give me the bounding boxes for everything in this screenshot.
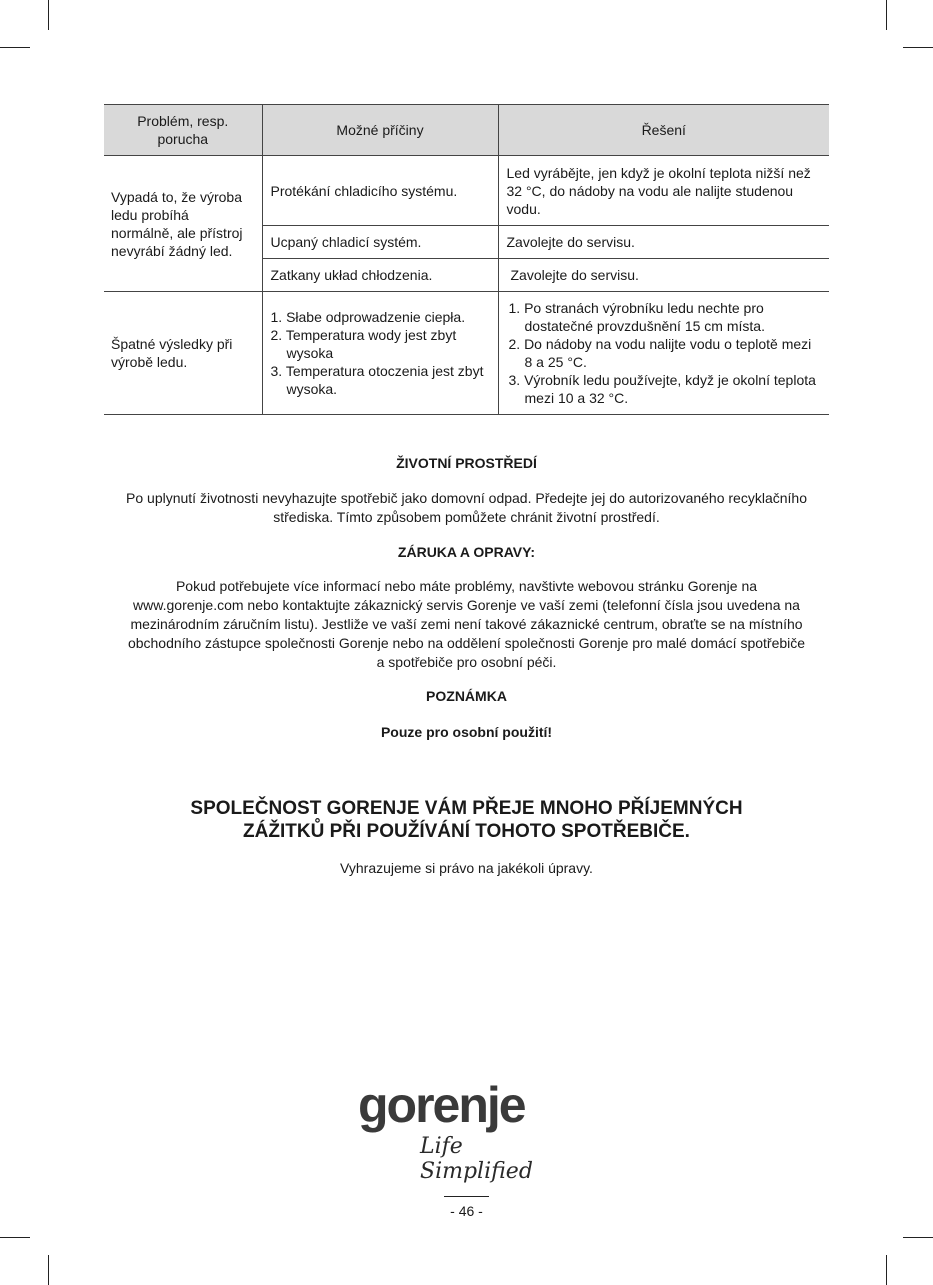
table-row [104, 156, 829, 226]
table-header-row [104, 105, 829, 156]
troubleshooting-table [104, 104, 829, 415]
cause-cell: Ucpaný chladicí systém. [262, 226, 498, 259]
gorenje-logo [358, 1077, 578, 1184]
list-item: 2. Temperatura wody jest zbyt wysoka [270, 327, 457, 361]
logo-tagline: Life Simplified [420, 1134, 533, 1184]
crop-mark-bottom-right-h [903, 1237, 933, 1238]
list-item: 1. Słabe odprowadzenie ciepła. [270, 309, 466, 325]
closing-line-1: SPOLEČNOST GORENJE VÁM PŘEJE MNOHO PŘÍJEMNÝCH [190, 798, 743, 819]
cause-cell [262, 292, 498, 415]
crop-mark-bottom-left [48, 1255, 49, 1285]
note-title: POZNÁMKA [426, 688, 507, 704]
note-text: Pouze pro osobní použití! [380, 724, 553, 740]
page-number-rule [444, 1196, 489, 1197]
environment-text: Po uplynutí životnosti nevyhazujte spotřebič jako domovní odpad. Předejte jej do autorizovaného recyklačního střediska. Tímto způsobem pomůžete chránit životní prostředí. [126, 490, 807, 525]
crop-mark-bottom-left-h [0, 1237, 30, 1238]
list-item: 1. Po stranách výrobníku ledu nechte pro dostatečné provzdušnění 15 cm místa. [508, 300, 765, 334]
crop-mark-top-left-h [0, 47, 30, 48]
table-row [104, 292, 829, 415]
list-item: 2. Do nádoby na vodu nalijte vodu o teplotě mezi 8 a 25 °C. [508, 336, 812, 370]
problem-cell: Špatné výsledky při výrobě ledu. [104, 292, 262, 415]
closing-line-2: ZÁŽITKŮ PŘI POUŽÍVÁNÍ TOHOTO SPOTŘEBIČE. [243, 821, 690, 842]
disclaimer: Vyhrazujeme si právo na jakékoli úpravy. [340, 860, 593, 876]
solution-cell [498, 292, 829, 415]
solution-cell: Zavolejte do servisu. [498, 259, 829, 292]
warranty-title: ZÁRUKA A OPRAVY: [397, 544, 536, 560]
header-problem: Problém, resp. porucha [104, 105, 262, 156]
crop-mark-top-left [48, 0, 49, 30]
logo-wordmark: gorenje [358, 1077, 525, 1133]
environment-title: ŽIVOTNÍ PROSTŘEDÍ [396, 455, 537, 471]
header-causes: Možné příčiny [262, 105, 498, 156]
solution-cell: Zavolejte do servisu. [498, 226, 829, 259]
cause-cell: Zatkany układ chłodzenia. [262, 259, 498, 292]
crop-mark-bottom-right [886, 1255, 887, 1285]
list-item: 3. Temperatura otoczenia jest zbyt wysoka. [270, 363, 484, 397]
header-solution: Řešení [498, 105, 829, 156]
crop-mark-top-right [886, 0, 887, 30]
page-number: - 46 - [450, 1203, 483, 1219]
crop-mark-top-right-h [903, 47, 933, 48]
warranty-text: Pokud potřebujete více informací nebo máte problémy, navštivte webovou stránku Gorenje na www.gorenje.com nebo kontaktujte zákaznický servis Gorenje ve vaší zemi (telefonní čísla jsou uvedena na mezinárodním záručním listu). Jestliže ve vaší zemi není takové zákaznické centrum, obraťte se na místního obchodního zástupce společnosti Gorenje nebo na oddělení společnosti Gorenje pro malé domácí spotřebiče a spotřebiče pro osobní péči. [127, 578, 806, 670]
solution-cell: Led vyrábějte, jen když je okolní teplota nižší než 32 °C, do nádoby na vodu ale nalijte studenou vodu. [498, 156, 829, 226]
problem-cell: Vypadá to, že výroba ledu probíhá normálně, ale přístroj nevyrábí žádný led. [104, 156, 262, 292]
cause-cell: Protékání chladicího systému. [262, 156, 498, 226]
list-item: 3. Výrobník ledu používejte, když je okolní teplota mezi 10 a 32 °C. [508, 372, 816, 406]
